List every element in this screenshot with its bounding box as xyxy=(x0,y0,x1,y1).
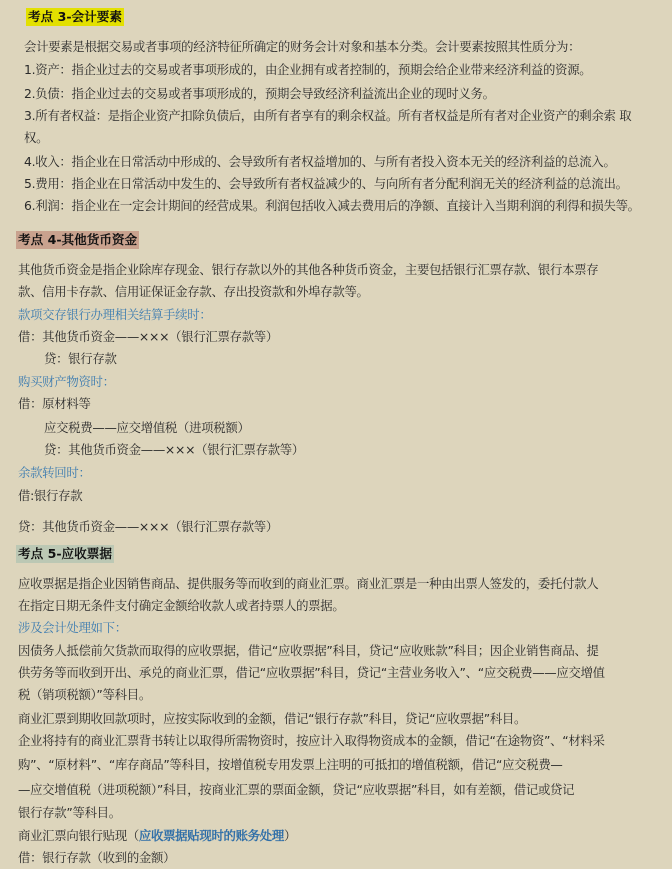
paragraph: 商业汇票到期收回款项时，应按实际收到的金额，借记“银行存款”科目，贷记“应收票据”科目。 xyxy=(18,711,527,726)
paragraph: 4.收入：指企业在日常活动中形成的、会导致所有者权益增加的、与所有者投入资本无关的经济利益的总流入。 xyxy=(24,154,616,169)
paragraph: 6.利润：指企业在一定会计期间的经营成果。利润包括收入减去费用后的净额、直接计入当期利润的利得和损失等。 xyxy=(24,198,640,213)
subheading: 购买财产物资时： xyxy=(18,374,115,389)
journal-line: 应交税费——应交增值税（进项税额） xyxy=(44,420,250,435)
journal-line: 借：原材料等 xyxy=(18,396,91,411)
section-4-heading: 考点 4-其他货币资金 xyxy=(18,232,138,247)
journal-line: 贷：银行存款 xyxy=(44,351,117,366)
paragraph: 应收票据是指企业因销售商品、提供服务等而收到的商业汇票。商业汇票是一种由出票人签发的，委托付款人 xyxy=(18,576,599,591)
subheading: 款项交存银行办理相关结算手续时： xyxy=(18,307,212,322)
paragraph: 因债务人抵偿前欠货款而取得的应收票据，借记“应收票据”科目，贷记“应收账款”科目；因企业销售商品、提 xyxy=(18,643,599,658)
paragraph: 其他货币资金是指企业除库存现金、银行存款以外的其他各种货币资金，主要包括银行汇票存款、银行本票存 xyxy=(18,262,599,277)
journal-line: 借：银行存款（收到的金额） xyxy=(18,850,176,865)
paragraph: —应交增值税（进项税额）”科目，按商业汇票的票面金额，贷记“应收票据”科目，如有差额，借记或贷记 xyxy=(18,782,575,797)
paragraph: 1.资产：指企业过去的交易或者事项形成的，由企业拥有或者控制的，预期会给企业带来经济利益的资源。 xyxy=(24,62,592,77)
journal-line: 贷：其他货币资金——×××（银行汇票存款等） xyxy=(18,519,278,534)
paragraph: 税（销项税额）”等科目。 xyxy=(18,687,151,702)
paragraph: 会计要素是根据交易或者事项的经济特征所确定的财务会计对象和基本分类。会计要素按照其性质分为： xyxy=(24,39,581,54)
link-discount-accounting[interactable]: 应收票据贴现时的账务处理 xyxy=(138,828,284,843)
text: ） xyxy=(284,828,297,843)
paragraph: 购”、“原材料”、“库存商品”等科目，按增值税专用发票上注明的可抵扣的增值税额，借记“应交税费— xyxy=(18,757,563,772)
subheading: 涉及会计处理如下： xyxy=(18,620,127,635)
journal-line: 借:银行存款 xyxy=(18,488,83,503)
journal-line: 借：其他货币资金——×××（银行汇票存款等） xyxy=(18,329,278,344)
text: 商业汇票向银行贴现（ xyxy=(18,828,139,843)
paragraph: 企业将持有的商业汇票背书转让以取得所需物资时，按应计入取得物资成本的金额，借记“在途物资”、“材料采 xyxy=(18,733,605,748)
paragraph: 款、信用卡存款、信用证保证金存款、存出投资款和外埠存款等。 xyxy=(18,284,369,299)
subheading: 余款转回时： xyxy=(18,465,91,480)
paragraph: 权。 xyxy=(24,130,49,145)
paragraph: 2.负债：指企业过去的交易或者事项形成的，预期会导致经济利益流出企业的现时义务。 xyxy=(24,86,495,101)
journal-line: 贷：其他货币资金——×××（银行汇票存款等） xyxy=(44,442,304,457)
paragraph xyxy=(18,828,296,844)
paragraph: 供劳务等而收到开出、承兑的商业汇票，借记“应收票据”科目，贷记“主营业务收入”、“应交税费——应交增值 xyxy=(18,665,605,680)
paragraph: 在指定日期无条件支付确定金额给收款人或者持票人的票据。 xyxy=(18,598,345,613)
paragraph: 银行存款”等科目。 xyxy=(18,805,121,820)
paragraph: 5.费用：指企业在日常活动中发生的、会导致所有者权益减少的、与向所有者分配利润无关的经济利益的总流出。 xyxy=(24,176,628,191)
paragraph: 3.所有者权益：是指企业资产扣除负债后，由所有者享有的剩余权益。所有者权益是所有者对企业资产的剩余索 取 xyxy=(24,108,632,123)
section-3-heading: 考点 3-会计要素 xyxy=(28,9,122,24)
section-5-heading: 考点 5-应收票据 xyxy=(18,546,112,561)
